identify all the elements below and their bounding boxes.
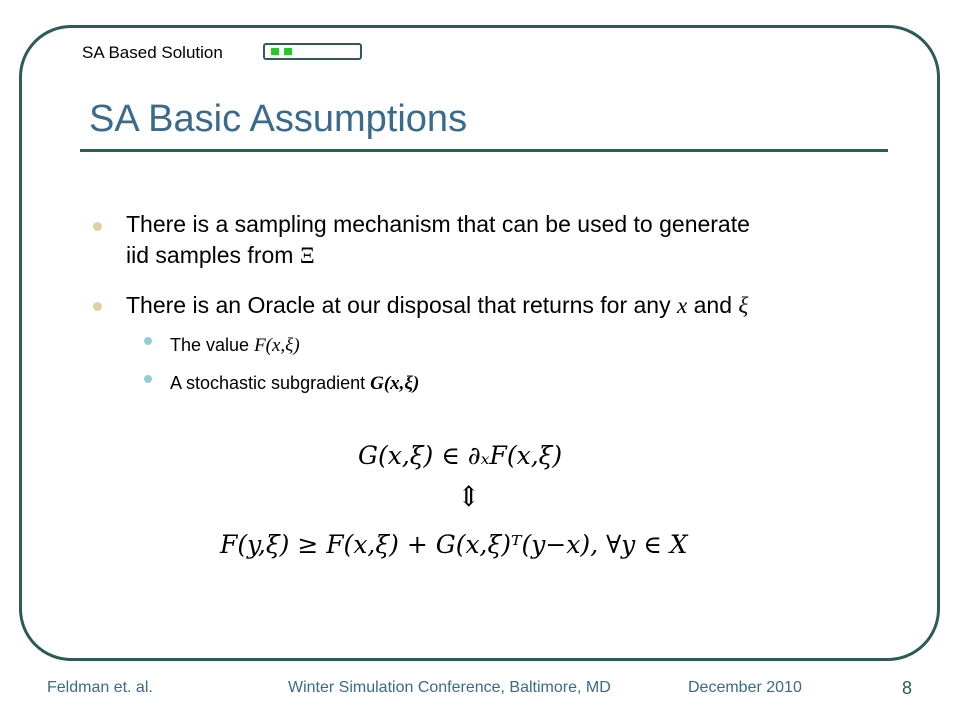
sub-bullet-value: The value F(x,ξ) [170,335,300,356]
progress-segment [271,48,279,55]
footer-date: December 2010 [688,679,802,696]
slide-title: SA Basic Assumptions [89,98,468,140]
bullet-1-line1: There is a sampling mechanism that can be used to generate [126,211,750,237]
sub-bullet-dot [144,375,152,383]
sub-bullet-dot [144,337,152,345]
equivalence-arrow: ⇕ [457,480,481,513]
bullet-1-line2: iid samples from Ξ [126,242,315,268]
equation-subgradient: G(x,ξ) ∈ ∂ₓF(x,ξ) [358,441,563,470]
title-divider [80,149,888,152]
bullet-dot [93,302,102,311]
bullet-1 [126,209,750,271]
sub-bullet-subgradient: A stochastic subgradient G(x,ξ) [170,373,420,394]
xi-capital-symbol: Ξ [299,243,315,268]
bullet-dot [93,222,102,231]
var-xi: ξ [738,293,749,318]
progress-segment [284,48,292,55]
var-x: x [677,293,688,318]
equation-inequality: F(y,ξ) ≥ F(x,ξ) + G(x,ξ)ᵀ(y−x), ∀y ∈ X [220,530,688,559]
bullet-2: There is an Oracle at our disposal that returns for any x and ξ [126,292,749,318]
footer-authors: Feldman et. al. [47,679,153,696]
footer-conference: Winter Simulation Conference, Baltimore, MD [288,679,611,696]
progress-indicator [263,43,362,60]
section-label: SA Based Solution [82,43,223,62]
page-number: 8 [902,678,913,698]
